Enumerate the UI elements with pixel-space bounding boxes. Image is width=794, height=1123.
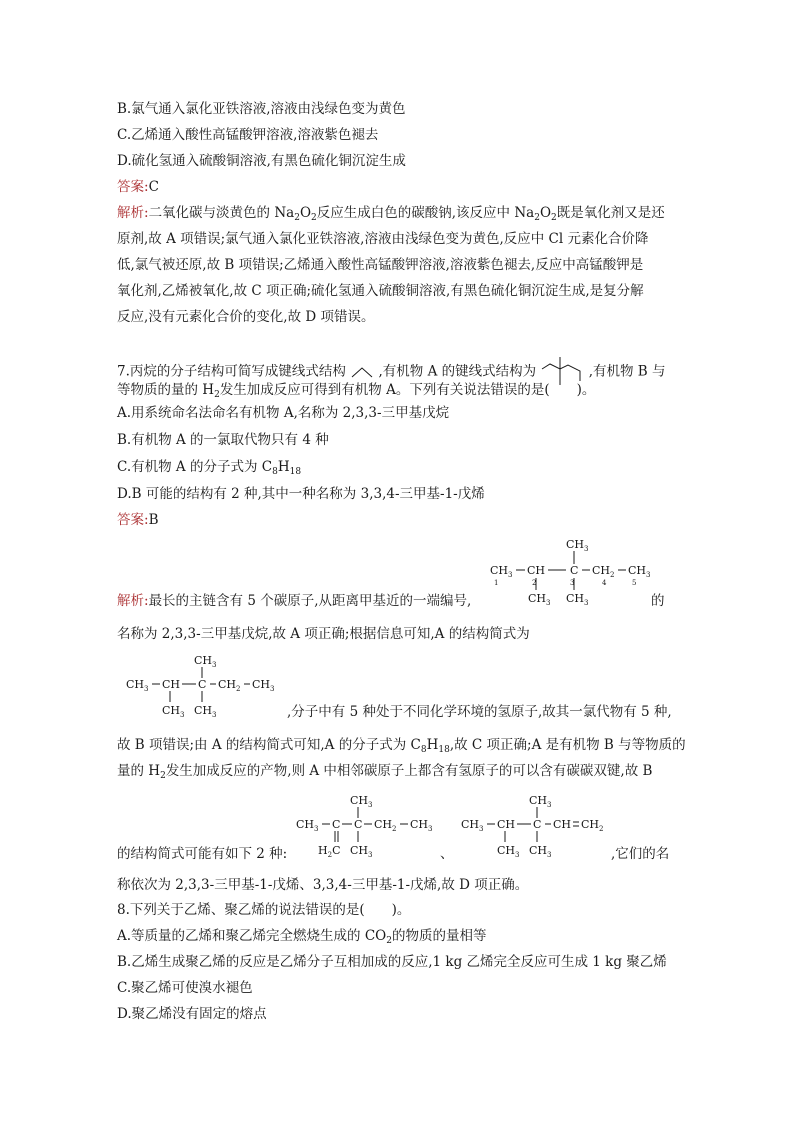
q6-analysis-line-2: 原剂,故 A 项错误;氯气通入氯化亚铁溶液,溶液由浅绿色变为黄色,反应中 Cl 元素化合价降 — [117, 231, 649, 247]
q6-analysis-line-4: 氧化剂,乙烯被氧化,故 C 项正确;硫化氢通入硫酸铜溶液,有黑色硫化铜沉淀生成,是复分解 — [117, 283, 644, 299]
q7-analysis-line-6a: 的结构简式可能有如下 2 种: — [117, 846, 288, 862]
svg-text:C: C — [354, 818, 363, 831]
answer-label: 答案: — [117, 179, 149, 195]
svg-text:CH2: $CH_2$ — [592, 564, 615, 579]
svg-text:CH: CH — [162, 678, 181, 691]
svg-text:CH: CH — [497, 818, 516, 831]
propane-skeletal-icon — [350, 365, 374, 379]
svg-text:H2C: $H_2C$ — [318, 844, 341, 859]
svg-text:CH3: $CH_3$ — [194, 654, 217, 669]
q7-option-b: B.有机物 A 的一氯取代物只有 4 种 — [117, 432, 329, 448]
q8-option-c: C.聚乙烯可使溴水褪色 — [117, 980, 253, 996]
q7-stem-line-1: 7.丙烷的分子结构可简写成键线式结构 ,有机物 A 的键线式结构为 ,有机物 B 与 — [117, 355, 666, 389]
answer-value: B — [148, 512, 159, 528]
svg-text:CH3: $CH_3$ — [628, 564, 651, 579]
svg-text:CH3: $CH_3$ — [252, 678, 275, 693]
q7-analysis-line-5: 量的 $H_2$发生加成反应的产物,则 A 中相邻碳原子上都含有氢原子的可以含有碳碳双键,故 B — [117, 763, 653, 781]
svg-text:CH3: $CH_3$ — [566, 538, 589, 553]
svg-text:CH3: $CH_3$ — [126, 678, 149, 693]
q6-option-d: D.硫化氢通入硫酸铜溶液,有黑色硫化铜沉淀生成 — [117, 153, 406, 169]
q8-option-b: B.乙烯生成聚乙烯的反应是乙烯分子互相加成的反应,1 kg 乙烯完全反应可生成 1 kg 聚乙烯 — [117, 954, 667, 970]
q6-analysis-line-1: 解析:二氧化碳与淡黄色的 $Na_2O_2$反应生成白色的碳酸钠,该反应中 $Na_2O_2$既是氧化剂又是还 — [117, 205, 665, 223]
compound-b-structure-2 — [459, 790, 609, 860]
svg-text:CH3: $CH_3$ — [194, 704, 217, 719]
svg-text:CH3: $CH_3$ — [566, 592, 589, 607]
q7-analysis-line-2: 名称为 2,3,3-三甲基戊烷,故 A 项正确;根据信息可知,A 的结构简式为 — [117, 626, 530, 642]
numbered-main-chain-structure — [488, 534, 668, 610]
svg-text:CH3: $CH_3$ — [461, 818, 484, 833]
q6-analysis-line-5: 反应,没有元素化合价的变化,故 D 项错误。 — [117, 309, 375, 325]
q7-option-d: D.B 可能的结构有 2 种,其中一种名称为 3,3,4-三甲基-1-戊烯 — [117, 486, 485, 502]
svg-text:C: C — [332, 818, 341, 831]
svg-text:CH2: $CH_2$ — [218, 678, 241, 693]
svg-text:CH3: $CH_3$ — [529, 794, 552, 809]
svg-text:CH3: $CH_3$ — [296, 818, 319, 833]
svg-text:CH3: $CH_3$ — [350, 794, 373, 809]
q7-analysis-line-3: ,分子中有 5 种处于不同化学环境的氢原子,故其一氯代物有 5 种, — [287, 704, 672, 720]
svg-text:C: C — [533, 818, 542, 831]
q8-option-d: D.聚乙烯没有固定的熔点 — [117, 1006, 267, 1022]
svg-text:CH: CH — [553, 818, 572, 831]
q7-analysis-line-1-tail: 的 — [651, 593, 665, 609]
answer-label: 答案: — [117, 512, 149, 528]
analysis-label: 解析: — [117, 593, 149, 609]
svg-text:CH3: $CH_3$ — [162, 704, 185, 719]
q7-stem-line-2: 等物质的量的 $H_2$发生加成反应可得到有机物 A。下列有关说法错误的是( )。 — [117, 382, 596, 400]
q7-analysis-line-4: 故 B 项错误;由 A 的结构简式可知,A 的分子式为 $C_8H_{18}$,故 C 项正确;A 是有机物 B 与等物质的 — [117, 737, 686, 755]
q7-analysis-line-6c: ,它们的名 — [611, 846, 670, 862]
svg-text:CH3: $CH_3$ — [528, 592, 551, 607]
svg-text:CH3: $CH_3$ — [529, 844, 552, 859]
q6-answer — [117, 178, 159, 196]
svg-text:C: C — [570, 564, 579, 577]
q8-stem: 8.下列关于乙烯、聚乙烯的说法错误的是( )。 — [117, 902, 411, 918]
q7-analysis-line-6b: 、 — [440, 846, 454, 862]
svg-text:2: 2 — [532, 579, 537, 587]
svg-text:CH2: $CH_2$ — [581, 818, 604, 833]
q7-analysis-line-7: 称依次为 2,3,3-三甲基-1-戊烯、3,3,4-三甲基-1-戊烯,故 D 项正确。 — [117, 877, 529, 893]
q7-answer — [117, 511, 158, 529]
svg-text:1: 1 — [494, 579, 499, 587]
svg-text:4: 4 — [602, 579, 607, 587]
q6-option-b: B.氯气通入氯化亚铁溶液,溶液由浅绿色变为黄色 — [117, 101, 406, 117]
analysis-label: 解析: — [117, 205, 149, 221]
svg-text:CH2: $CH_2$ — [374, 818, 397, 833]
q7-analysis-line-1: 解析:最长的主链含有 5 个碳原子,从距离甲基近的一端编号, — [117, 593, 472, 609]
svg-text:5: 5 — [632, 579, 637, 587]
svg-text:CH3: $CH_3$ — [490, 564, 513, 579]
svg-text:CH3: $CH_3$ — [410, 818, 433, 833]
q6-analysis-line-3: 低,氯气被还原,故 B 项错误;乙烯通入酸性高锰酸钾溶液,溶液紫色褪去,反应中高锰酸钾是 — [117, 257, 644, 273]
svg-text:3: 3 — [570, 579, 575, 587]
svg-text:CH3: $CH_3$ — [497, 844, 520, 859]
q7-option-a: A.用系统命名法命名有机物 A,名称为 2,3,3-三甲基戊烷 — [117, 405, 450, 421]
svg-text:C: C — [198, 678, 207, 691]
svg-text:CH3: $CH_3$ — [350, 844, 373, 859]
q6-option-c: C.乙烯通入酸性高锰酸钾溶液,溶液紫色褪去 — [117, 127, 379, 143]
compound-a-condensed-structure — [124, 650, 284, 720]
q8-option-a: A.等质量的乙烯和聚乙烯完全燃烧生成的 $CO_2$的物质的量相等 — [117, 928, 487, 946]
compound-b-structure-1 — [294, 790, 444, 860]
answer-value: C — [148, 179, 159, 195]
svg-text:CH: CH — [527, 564, 546, 577]
q7-option-c: C.有机物 A 的分子式为 $C_8H_{18}$ — [117, 459, 302, 477]
